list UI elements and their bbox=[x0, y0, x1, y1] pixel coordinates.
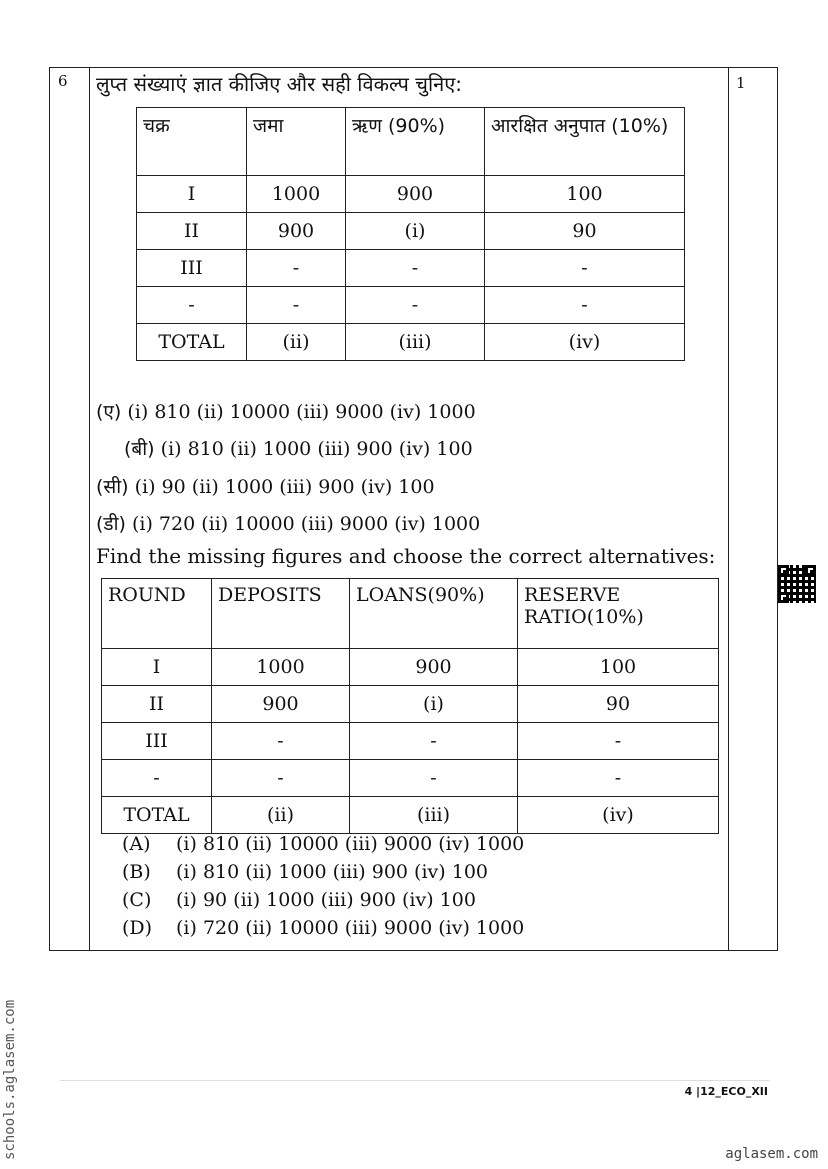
option-text: (i) 810 (ii) 1000 (iii) 900 (iv) 100 bbox=[160, 438, 473, 460]
table-cell: 100 bbox=[485, 176, 685, 213]
table-cell: 100 bbox=[518, 649, 719, 686]
table-cell: 900 bbox=[247, 213, 346, 250]
table-row bbox=[102, 649, 719, 686]
table-row bbox=[137, 213, 685, 250]
option-label: (बी) bbox=[124, 438, 155, 460]
table-cell: - bbox=[212, 723, 350, 760]
table-cell: (ii) bbox=[212, 797, 350, 834]
table-cell: - bbox=[346, 287, 485, 324]
hindi-option-b bbox=[124, 435, 473, 461]
table-cell: (iv) bbox=[485, 324, 685, 361]
qr-finder-icon bbox=[778, 565, 789, 576]
bottom-watermark: aglasem.com bbox=[725, 1146, 818, 1162]
table-row bbox=[137, 287, 685, 324]
option-text: (i) 810 (ii) 10000 (iii) 9000 (iv) 1000 bbox=[127, 401, 476, 423]
english-option-c bbox=[122, 889, 476, 911]
table-cell: (i) bbox=[346, 213, 485, 250]
table-cell: 900 bbox=[212, 686, 350, 723]
english-option-a bbox=[122, 833, 524, 855]
option-label: (ए) bbox=[96, 401, 122, 423]
header-cell: LOANS(90%) bbox=[350, 579, 518, 649]
table-cell: (iii) bbox=[346, 324, 485, 361]
table-row bbox=[137, 250, 685, 287]
table-cell: III bbox=[102, 723, 212, 760]
option-label: (B) bbox=[122, 861, 151, 883]
table-cell: TOTAL bbox=[137, 324, 247, 361]
table-cell: 1000 bbox=[212, 649, 350, 686]
english-option-d bbox=[122, 917, 524, 939]
option-text: (i) 810 (ii) 10000 (iii) 9000 (iv) 1000 bbox=[176, 833, 525, 855]
table-cell: TOTAL bbox=[102, 797, 212, 834]
table-cell: 1000 bbox=[247, 176, 346, 213]
table-cell: - bbox=[485, 250, 685, 287]
column-divider bbox=[728, 68, 729, 950]
qr-code-icon[interactable] bbox=[778, 565, 816, 603]
header-cell: चक्र bbox=[137, 108, 247, 176]
header-cell: RESERVE RATIO(10%) bbox=[518, 579, 719, 649]
option-label: (सी) bbox=[96, 476, 129, 498]
table-cell: 90 bbox=[485, 213, 685, 250]
header-cell: आरक्षित अनुपात (10%) bbox=[485, 108, 685, 176]
table-row bbox=[102, 686, 719, 723]
page-number: 4 |12_ECO_XII bbox=[684, 1085, 768, 1098]
table-cell: - bbox=[518, 723, 719, 760]
table-cell: - bbox=[137, 287, 247, 324]
hindi-table bbox=[136, 107, 685, 361]
english-option-b bbox=[122, 861, 488, 883]
english-prompt: Find the missing figures and choose the correct alternatives: bbox=[96, 544, 716, 568]
hindi-option-a bbox=[96, 398, 476, 424]
option-label: (C) bbox=[122, 889, 152, 911]
table-cell: (iii) bbox=[350, 797, 518, 834]
table-cell: (iv) bbox=[518, 797, 719, 834]
table-cell: I bbox=[137, 176, 247, 213]
table-cell: - bbox=[247, 250, 346, 287]
table-row bbox=[102, 760, 719, 797]
table-cell: 900 bbox=[346, 176, 485, 213]
option-text: (i) 720 (ii) 10000 (iii) 9000 (iv) 1000 bbox=[131, 513, 481, 535]
header-cell: जमा bbox=[247, 108, 346, 176]
option-label: (A) bbox=[122, 833, 151, 855]
table-cell: - bbox=[247, 287, 346, 324]
table-cell: II bbox=[137, 213, 247, 250]
table-cell: 900 bbox=[350, 649, 518, 686]
table-row bbox=[137, 176, 685, 213]
question-marks: 1 bbox=[736, 74, 746, 92]
hindi-option-d bbox=[96, 510, 480, 536]
table-cell: III bbox=[137, 250, 247, 287]
question-frame bbox=[49, 67, 778, 951]
option-text: (i) 90 (ii) 1000 (iii) 900 (iv) 100 bbox=[176, 889, 476, 911]
table-row bbox=[137, 324, 685, 361]
table-cell: (ii) bbox=[247, 324, 346, 361]
table-cell: - bbox=[102, 760, 212, 797]
hindi-prompt: लुप्त संख्याएं ज्ञात कीजिए और सही विकल्प चुनिए: bbox=[96, 72, 463, 96]
table-cell: 90 bbox=[518, 686, 719, 723]
side-watermark: schools.aglasem.com bbox=[2, 999, 18, 1160]
option-text: (i) 90 (ii) 1000 (iii) 900 (iv) 100 bbox=[134, 476, 435, 498]
header-cell: ROUND bbox=[102, 579, 212, 649]
option-label: (डी) bbox=[96, 513, 126, 535]
table-header-row bbox=[137, 108, 685, 176]
option-label: (D) bbox=[122, 917, 153, 939]
footer-divider bbox=[60, 1080, 770, 1081]
table-cell: I bbox=[102, 649, 212, 686]
qr-finder-icon bbox=[778, 592, 789, 603]
header-cell: DEPOSITS bbox=[212, 579, 350, 649]
option-text: (i) 720 (ii) 10000 (iii) 9000 (iv) 1000 bbox=[176, 917, 525, 939]
table-header-row bbox=[102, 579, 719, 649]
table-cell: - bbox=[485, 287, 685, 324]
table-cell: (i) bbox=[350, 686, 518, 723]
table-cell: - bbox=[518, 760, 719, 797]
table-cell: - bbox=[212, 760, 350, 797]
table-row bbox=[102, 723, 719, 760]
english-table bbox=[101, 578, 719, 834]
hindi-option-c bbox=[96, 473, 435, 499]
table-cell: - bbox=[350, 760, 518, 797]
table-cell: II bbox=[102, 686, 212, 723]
option-text: (i) 810 (ii) 1000 (iii) 900 (iv) 100 bbox=[176, 861, 488, 883]
column-divider bbox=[89, 68, 90, 950]
header-cell: ऋण (90%) bbox=[346, 108, 485, 176]
table-row bbox=[102, 797, 719, 834]
qr-finder-icon bbox=[805, 565, 816, 576]
table-cell: - bbox=[350, 723, 518, 760]
question-number: 6 bbox=[58, 72, 68, 90]
table-cell: - bbox=[346, 250, 485, 287]
